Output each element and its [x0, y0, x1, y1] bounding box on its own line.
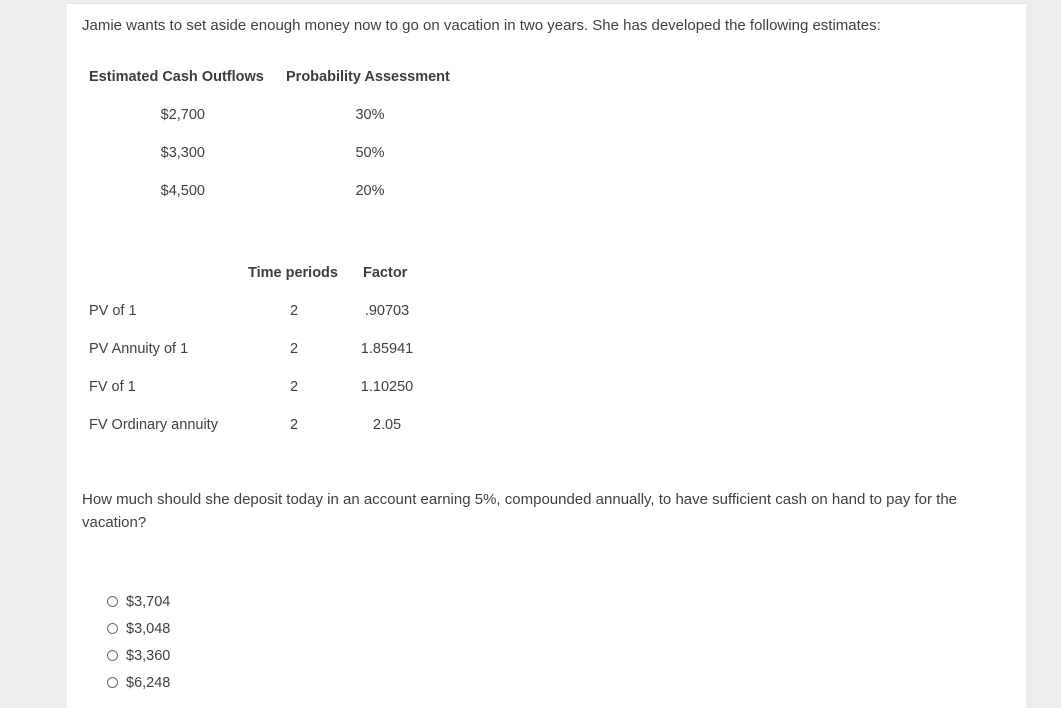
factor-label: FV Ordinary annuity: [89, 417, 218, 433]
radio-button[interactable]: [107, 650, 118, 661]
factor-header: Factor: [363, 265, 408, 281]
answer-option[interactable]: [107, 588, 170, 615]
question-card: [67, 3, 1026, 708]
option-label: $3,048: [126, 620, 171, 637]
time-periods-header: Time periods: [248, 265, 338, 281]
option-label: $3,360: [126, 647, 171, 664]
answer-option[interactable]: [107, 642, 170, 669]
question-text: How much should she deposit today in an account earning 5%, compounded annually, to have sufficient cash on hand to pay for the vacation?: [82, 491, 958, 531]
outflows-header: Estimated Cash Outflows: [89, 69, 264, 85]
factor-cell: 2.05: [372, 417, 402, 433]
probability-cell: 50%: [355, 145, 385, 161]
outflow-cell: $4,500: [160, 183, 205, 199]
factor-label: PV Annuity of 1: [89, 341, 189, 357]
periods-cell: 2: [289, 379, 299, 395]
factor-label: FV of 1: [89, 379, 136, 395]
radio-button[interactable]: [107, 623, 118, 634]
intro-text: Jamie wants to set aside enough money now to go on vacation in two years. She has developed the following estimates:: [82, 17, 881, 34]
answer-option[interactable]: [107, 615, 170, 642]
answer-option[interactable]: [107, 669, 170, 696]
factor-cell: .90703: [364, 303, 410, 319]
periods-cell: 2: [289, 303, 299, 319]
factor-cell: 1.10250: [360, 379, 414, 395]
probability-header: Probability Assessment: [286, 69, 450, 85]
outflow-cell: $2,700: [160, 107, 205, 123]
option-label: $3,704: [126, 593, 171, 610]
option-label: $6,248: [126, 674, 171, 691]
radio-button[interactable]: [107, 677, 118, 688]
probability-cell: 20%: [355, 183, 385, 199]
factor-cell: 1.85941: [360, 341, 414, 357]
periods-cell: 2: [289, 417, 299, 433]
probability-cell: 30%: [355, 107, 385, 123]
answer-options: [107, 588, 170, 696]
periods-cell: 2: [289, 341, 299, 357]
radio-button[interactable]: [107, 596, 118, 607]
outflow-cell: $3,300: [160, 145, 205, 161]
factor-label: PV of 1: [89, 303, 137, 319]
